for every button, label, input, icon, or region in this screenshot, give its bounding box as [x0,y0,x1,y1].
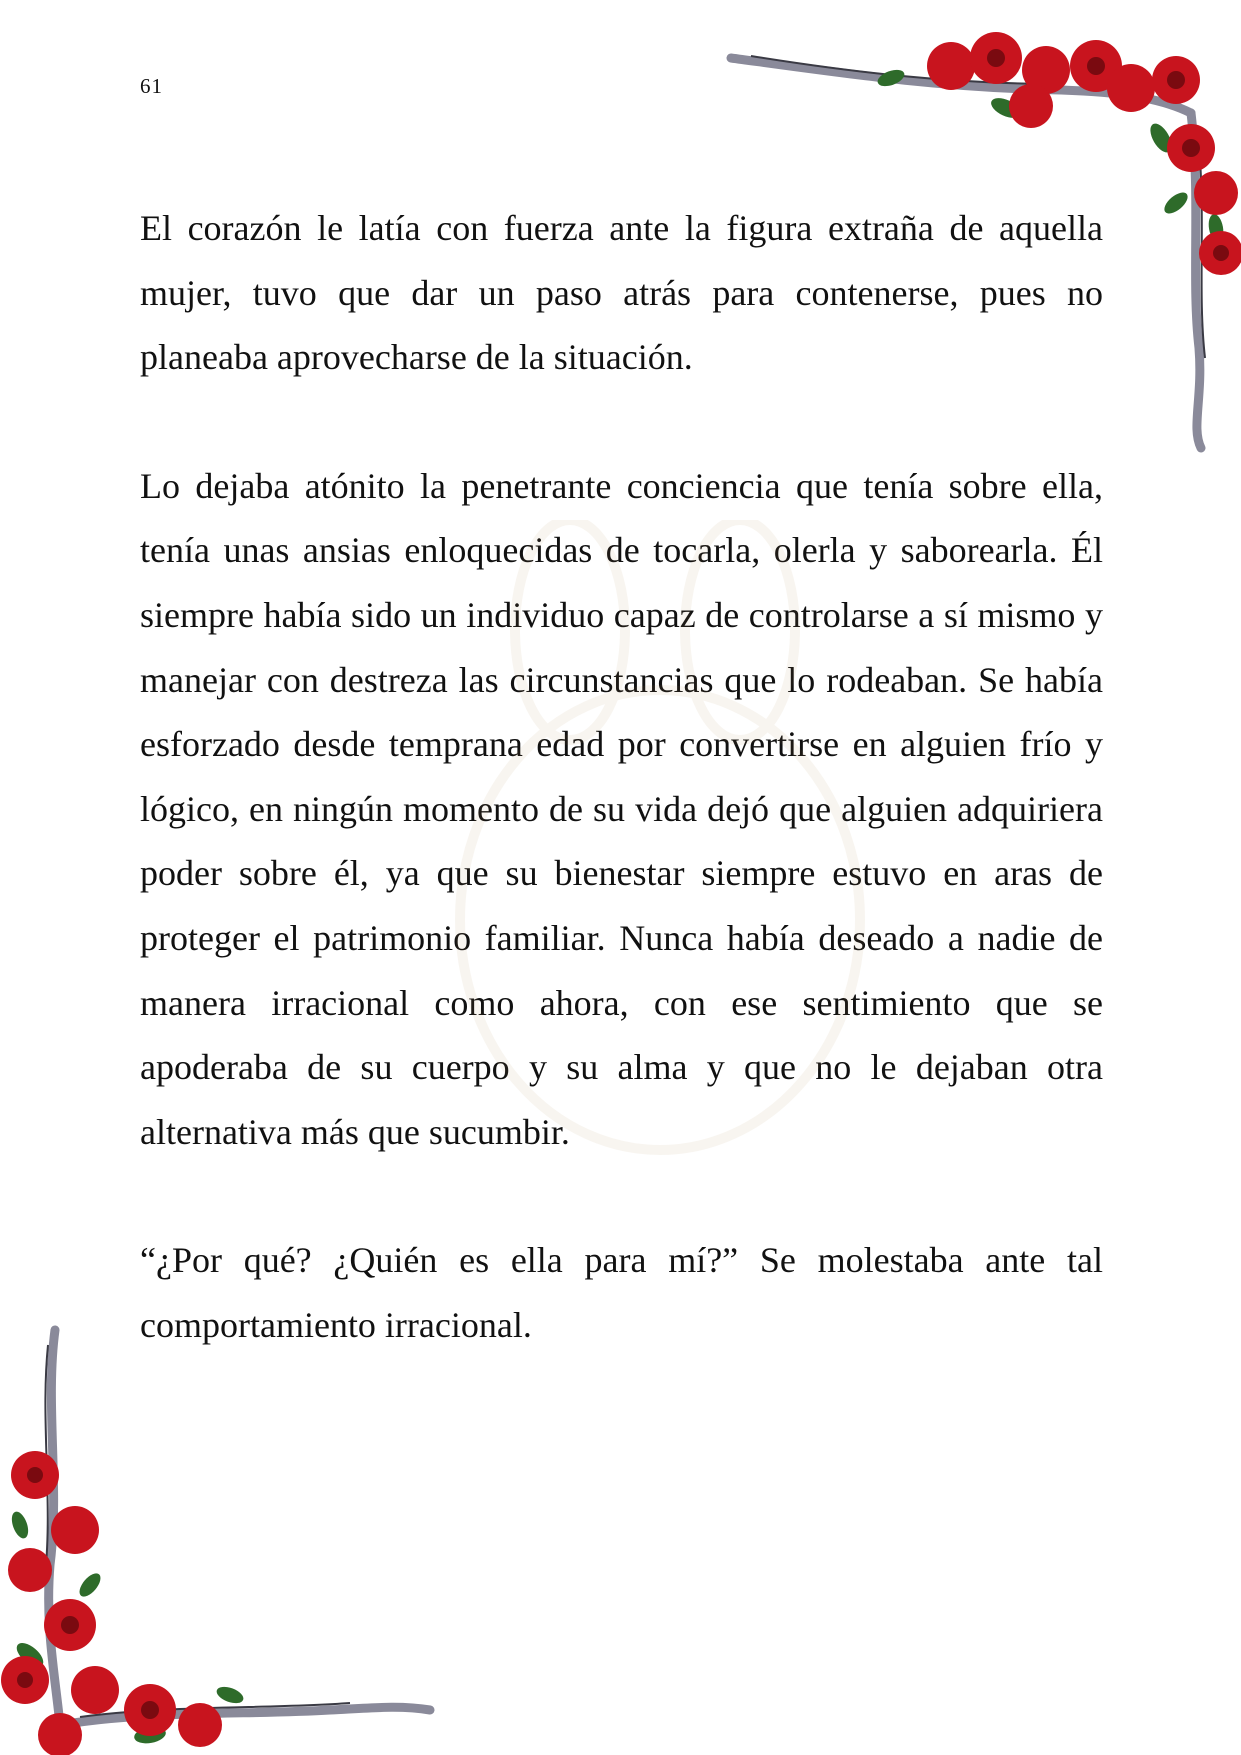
page-number: 61 [140,74,163,98]
paragraph-1: El corazón le latía con fuerza ante la figura extraña de aquella mujer, tuvo que dar un paso atrás para contenerse, pues no planeaba aprovecharse de la situación. [140,208,1103,378]
rose-corner-bottom-left-icon [0,1325,440,1755]
paragraph-3: “¿Por qué? ¿Quién es ella para mí?” Se molestaba ante tal comportamiento irracional. [140,1240,1103,1345]
paragraph-2: Lo dejaba atónito la penetrante conciencia que tenía sobre ella, tenía unas ansias enloquecidas de tocarla, olerla y saborearla. Él siempre había sido un individuo capaz de controlarse a sí mismo y manejar con destreza las circunstancias que lo rodeaban. Se había esforzado desde temprana edad por convertirse en alguien frío y lógico, en ningún momento de su vida dejó que alguien adquiriera poder sobre él, ya que su bienestar siempre estuvo en aras de proteger el patrimonio familiar. Nunca había deseado a nadie de manera irracional como ahora, con ese sentimiento que se apoderaba de su cuerpo y su alma y que no le dejaban otra alternativa más que sucumbir. [140,465,1103,1152]
rose-corner-top-right-icon [721,18,1241,458]
